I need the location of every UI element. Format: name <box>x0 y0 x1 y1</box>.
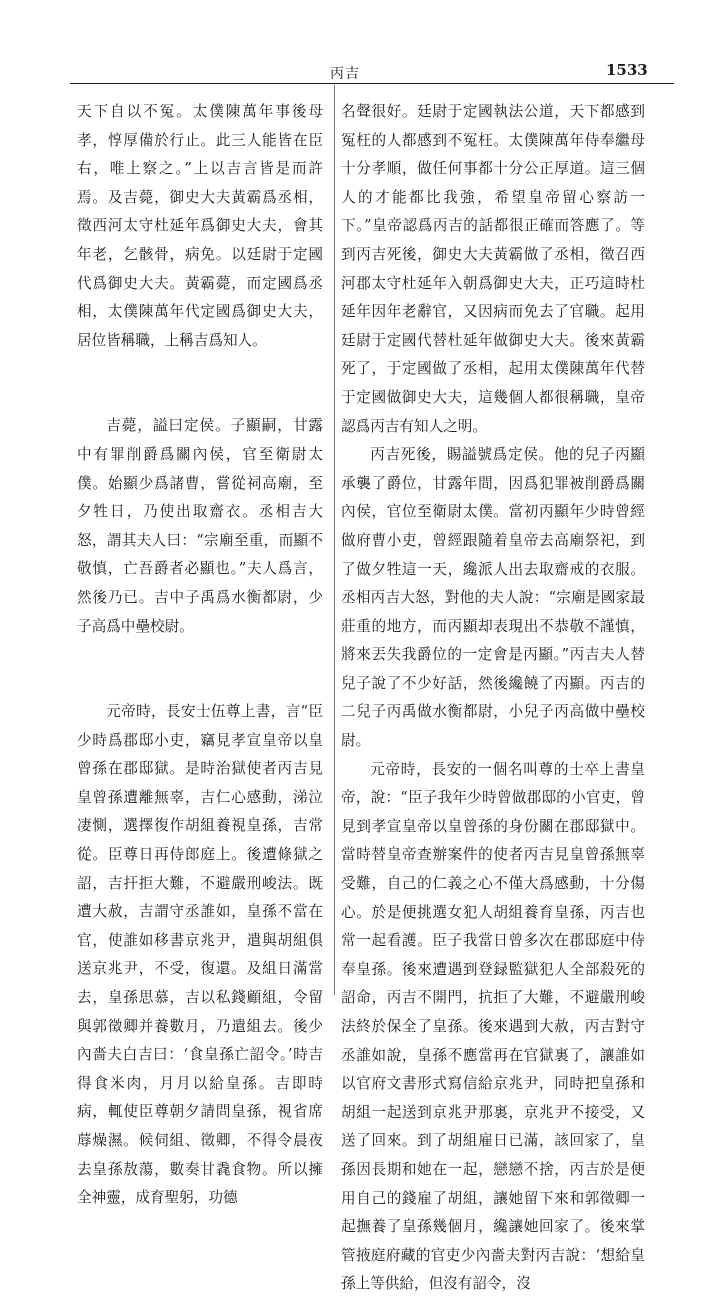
left-paragraph: 吉薨，謚曰定侯。子顯嗣，甘露中有罪削爵爲關內侯，官至衛尉太僕。始顯少爲諸曹，嘗從祠高廟，至夕牲日，乃使出取齋衣。丞相吉大怒，謂其夫人曰：“宗廟至重，而顯不敬慎，亡吾爵者必顯也。”夫人爲言，然後乃已。吉中子禹爲水衡都尉，少子高爲中壘校尉。 <box>77 417 323 635</box>
page-header-title: 丙吉 <box>330 66 360 82</box>
right-column-translation-text <box>341 98 645 1299</box>
column-divider <box>334 85 335 995</box>
right-paragraph: 丙吉死後，賜謚號爲定侯。他的兒子丙顯承襲了爵位，甘露年間，因爲犯罪被削爵爲關內侯，官位至衛尉太僕。當初丙顯年少時曾經做府曹小吏，曾經跟隨着皇帝去高廟祭祀，到了做夕牲這一天，纔派人出去取齋戒的衣服。丞相丙吉大怒，對他的夫人說：“宗廟是國家最莊重的地方，而丙顯却表現出不恭敬不謹慎，將來丟失我爵位的一定會是丙顯。”丙吉夫人替兒子說了不少好話，然後纔饒了丙顯。丙吉的二兒子丙禹做水衡都尉，小兒子丙高做中壘校尉。 <box>341 446 645 750</box>
paragraph-gap <box>77 641 323 698</box>
left-paragraph: 天下自以不冤。太僕陳萬年事後母孝，惇厚備於行止。此三人能皆在臣右，唯上察之。”上以吉言皆是而許焉。及吉薨，御史大夫黃霸爲丞相，徵西河太守杜延年爲御史大夫，會其年老，乞骸骨，病免。以廷尉于定國代爲御史大夫。黃霸薨，而定國爲丞相，太僕陳萬年代定國爲御史大夫，居位皆稱職，上稱吉爲知人。 <box>77 103 323 349</box>
right-paragraph: 元帝時，長安的一個名叫尊的士卒上書皇帝，說：“臣子我年少時曾做郡邸的小官吏，曾見到孝宣皇帝以皇曾孫的身份關在郡邸獄中。當時替皇帝查辦案件的使者丙吉見皇曾孫無辜受難，自己的仁義之心不僅大爲感動，十分傷心。於是便挑選女犯人胡組養育皇孫，丙吉也常一起看護。臣子我當日曾多次在郡邸庭中侍奉皇孫。後來遭遇到登録監獄犯人全部殺死的詔命，丙吉不開門，抗拒了大難，不避嚴刑峻法終於保全了皇孫。後來遇到大赦，丙吉對守丞誰如說，皇孫不應當再在官獄裏了，讓誰如以官府文書形式寫信給京兆尹，同時把皇孫和胡組一起送到京兆尹那裏，京兆尹不接受，又送了回來。到了胡組雇日已滿，該回家了，皇孫因長期和她在一起，戀戀不捨，丙吉於是便用自己的錢雇了胡組，讓她留下來和郭徵卿一起撫養了皇孫幾個月，纔讓她回家了。後來掌管掖庭府藏的官吏少內嗇夫對丙吉說：‘想給皇孫上等供給，但沒有詔令，沒 <box>341 760 645 1293</box>
header-rule <box>70 83 674 84</box>
paragraph-gap <box>77 355 323 412</box>
right-paragraph: 名聲很好。廷尉于定國執法公道，天下都感到冤枉的人都感到不冤枉。太僕陳萬年侍奉繼母十分孝順，做任何事都十分公正厚道。這三個人的才能都比我強，希望皇帝留心察訪一下。”皇帝認爲丙吉的話都很正確而答應了。等到丙吉死後，御史大夫黃霸做了丞相，徵召西河郡太守杜延年入朝爲御史大夫，正巧這時杜延年因年老辭官，又因病而免去了官職。起用廷尉于定國代替杜延年做御史大夫。後來黃霸死了，于定國做了丞相，起用太僕陳萬年代替于定國做御史大夫，這幾個人都很稱職，皇帝認爲丙吉有知人之明。 <box>341 103 645 435</box>
left-column-classical-text <box>77 98 323 1213</box>
left-paragraph: 元帝時，長安士伍尊上書，言“臣少時爲郡邸小吏，竊見孝宣皇帝以皇曾孫在郡邸獄。是時治獄使者丙吉見皇曾孫遭離無辜，吉仁心感動，涕泣凄惻，選擇復作胡組養視皇孫，吉常從。臣尊日再侍郎庭上。後遭條獄之詔，吉扞拒大難，不避嚴刑峻法。既遭大赦，吉謂守丞誰如，皇孫不當在官，使誰如移書京兆尹，遣與胡組俱送京兆尹，不受，復還。及組日滿當去，皇孫思慕，吉以私錢顧組，令留與郭徵卿并養數月，乃遣組去。後少內嗇夫白吉曰：‘食皇孫亡詔令。’時吉得食米肉，月月以給皇孫。吉即時病，輒使臣尊朝夕請問皇孫，視省席蓐燥濕。候伺組、徵卿，不得令晨夜去皇孫敖蕩，數奏甘毳食物。所以擁全神靈，成育聖躬，功德 <box>77 703 323 1207</box>
page-number: 1533 <box>606 61 648 79</box>
